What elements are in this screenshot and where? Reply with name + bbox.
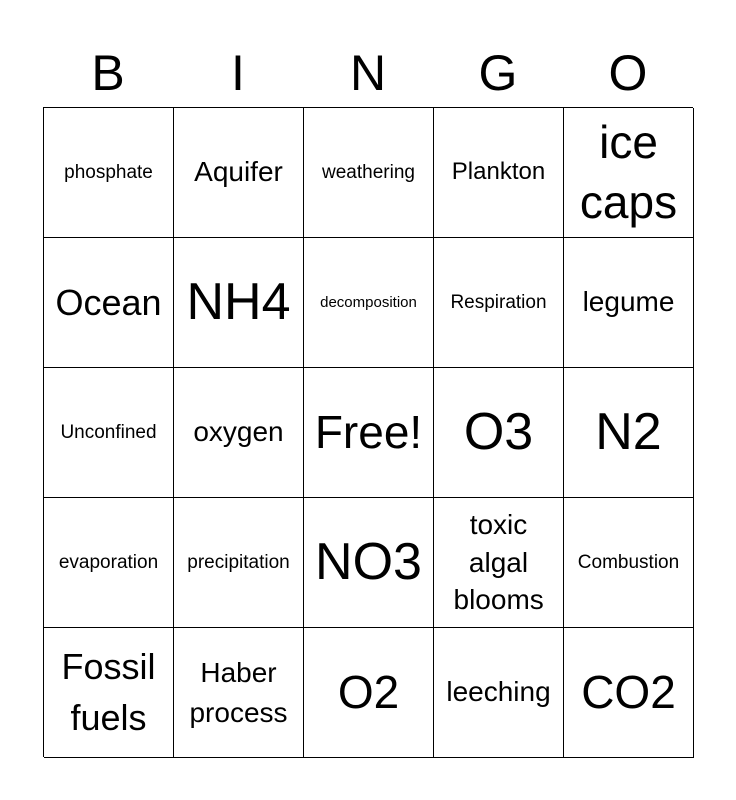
- cell-label: weathering: [322, 161, 415, 183]
- bingo-cell-r5c2[interactable]: [174, 628, 304, 758]
- cell-label: Plankton: [451, 158, 546, 186]
- bingo-cell-r1c4[interactable]: [434, 108, 564, 238]
- bingo-header: [43, 38, 693, 108]
- bingo-cell-r2c3[interactable]: [304, 238, 434, 368]
- cell-label: decomposition: [320, 293, 417, 311]
- cell-label: Unconfined: [60, 421, 157, 443]
- cell-label: ice caps: [579, 115, 678, 228]
- cell-label: toxic algal blooms: [453, 508, 544, 616]
- bingo-cell-r3c1[interactable]: [44, 368, 174, 498]
- bingo-board: [43, 107, 693, 757]
- cell-label: evaporation: [58, 551, 159, 573]
- bingo-cell-r4c1[interactable]: [44, 498, 174, 628]
- bingo-cell-r5c3[interactable]: [304, 628, 434, 758]
- cell-label: NO3: [315, 532, 422, 591]
- cell-label: Ocean: [55, 281, 162, 323]
- bingo-cell-r5c4[interactable]: [434, 628, 564, 758]
- bingo-cell-r1c5[interactable]: [564, 108, 694, 238]
- bingo-cell-r3c3-free[interactable]: [304, 368, 434, 498]
- free-space-label: Free!: [314, 405, 423, 458]
- bingo-cell-r4c2[interactable]: [174, 498, 304, 628]
- cell-label: N2: [595, 402, 662, 461]
- bingo-cell-r4c5[interactable]: [564, 498, 694, 628]
- cell-label: Respiration: [450, 291, 547, 313]
- bingo-cell-r4c4[interactable]: [434, 498, 564, 628]
- bingo-cell-r2c5[interactable]: [564, 238, 694, 368]
- cell-label: Combustion: [577, 551, 680, 573]
- cell-label: CO2: [581, 665, 676, 718]
- cell-label: leeching: [446, 676, 551, 708]
- header-letter-n: N: [349, 45, 387, 101]
- bingo-cell-r1c2[interactable]: [174, 108, 304, 238]
- cell-label: oxygen: [193, 416, 284, 448]
- cell-label: Aquifer: [194, 156, 283, 188]
- bingo-cell-r2c4[interactable]: [434, 238, 564, 368]
- cell-label: Fossil fuels: [61, 646, 156, 738]
- cell-label: O2: [337, 665, 400, 718]
- cell-label: NH4: [186, 272, 291, 331]
- bingo-cell-r5c1[interactable]: [44, 628, 174, 758]
- cell-label: Haber process: [189, 657, 288, 728]
- header-letter-g: G: [478, 45, 518, 101]
- bingo-cell-r1c3[interactable]: [304, 108, 434, 238]
- cell-label: phosphate: [64, 161, 153, 183]
- header-letter-b: B: [91, 45, 125, 101]
- cell-label: legume: [582, 286, 675, 318]
- header-letter-i: I: [231, 45, 245, 101]
- bingo-cell-r3c4[interactable]: [434, 368, 564, 498]
- bingo-cell-r4c3[interactable]: [304, 498, 434, 628]
- bingo-cell-r2c1[interactable]: [44, 238, 174, 368]
- bingo-cell-r2c2[interactable]: [174, 238, 304, 368]
- cell-label: O3: [463, 402, 534, 461]
- bingo-cell-r3c5[interactable]: [564, 368, 694, 498]
- header-letter-o: O: [608, 45, 648, 101]
- bingo-cell-r5c5[interactable]: [564, 628, 694, 758]
- bingo-cell-r1c1[interactable]: [44, 108, 174, 238]
- cell-label: precipitation: [187, 551, 290, 573]
- bingo-cell-r3c2[interactable]: [174, 368, 304, 498]
